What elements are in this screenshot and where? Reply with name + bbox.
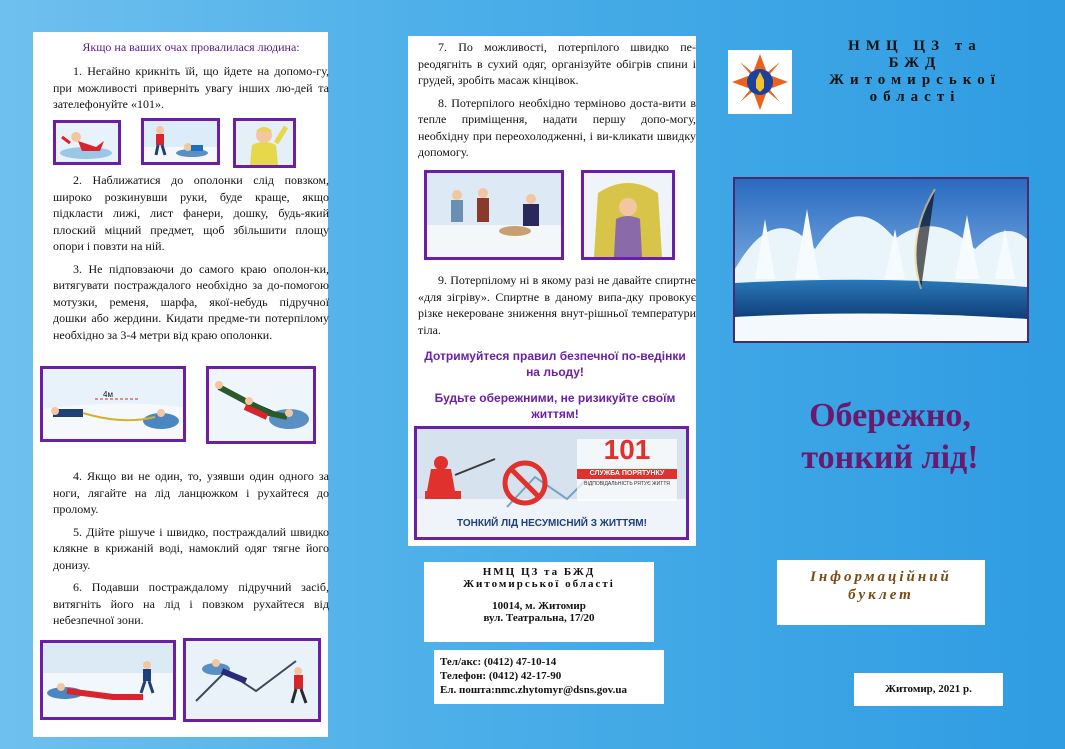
illustration-person-in-jacket — [233, 118, 296, 168]
slogan-safe-behavior: Дотримуйтеся правил безпечної по-ведінки на льоду! — [424, 349, 686, 379]
contacts-block — [434, 650, 664, 704]
cover-org-line2: БЖД — [888, 55, 942, 71]
step-6-text: 6. Подавши постраждалому підручний засіб, витягніть його на лід і повзком рухайтеся від небезпечної зони. — [53, 580, 329, 627]
poster-service: СЛУЖБА ПОРЯТУНКУ — [577, 469, 677, 479]
cover-org-line3: Житомирської — [829, 72, 1001, 88]
step-3-text: 3. Не підповзаючи до самого краю ополон-ки, витягувати постраждалого необхідно за до-помогою мотузки, ременя, шарфа, якої-небудь підручної дошки або жердини. Кидати предме-ти потерпілому необхідно за 3-4 метри від краю ополонки. — [53, 261, 329, 342]
city-year: Житомир, 2021 р. — [854, 673, 1003, 706]
distance-label: 4м — [103, 390, 113, 399]
step-9-text: 9. Потерпілому ні в якому разі не давайте спиртне «для зігріву». Спиртне в даному випа-дку провокує різке некероване зниження внут-рішньої температури тіла. — [418, 273, 696, 337]
cover-title-line2: тонкий лід! — [801, 439, 979, 476]
column-1-instructions — [33, 32, 328, 737]
booklet-label-line1: Інформаційний — [810, 569, 952, 585]
illustration-victim-warming — [581, 170, 675, 260]
illustration-chain-rescue — [206, 366, 316, 444]
cover-org-line4: області — [869, 89, 961, 105]
address-org-line2: Житомирської області — [463, 578, 615, 590]
step-4-text: 4. Якщо ви не один, то, узявши один одного за ноги, лягайте на лід ланцюжком і рухайтеся до пролому. — [53, 469, 329, 516]
address-zip-city: 10014, м. Житомир — [492, 600, 586, 612]
illustration-crawling-away — [183, 638, 321, 722]
poster-service-sub: ВІДПОВІДАЛЬНІСТЬ РЯТУЄ ЖИТТЯ — [584, 481, 670, 487]
poster-number: 101 — [603, 434, 651, 465]
column-2-instructions — [408, 36, 696, 546]
cover-org-name — [800, 38, 1030, 106]
step-8-text: 8. Потерпілого необхідно терміново доста-вити в тепле приміщення, надати першу допо-могу, необхідну при переохолодженні, і ви-кликати швидку допомогу. — [418, 95, 696, 159]
dsns-emblem — [728, 50, 792, 114]
cover-title-line1: Обережно, — [809, 397, 971, 434]
illustration-person-falling — [53, 120, 121, 165]
step-5-text: 5. Дійте рішуче і швидко, постраждалий швидко клякне в крижаній воді, намоклий одяг тягне його донизу. — [53, 524, 329, 572]
contact-tel-fax: Тел/акс: (0412) 47-10-14 — [440, 656, 557, 668]
step-1-text: 1. Негайно крикніть їй, що йдете на допомо-гу, при можливості приверніть увагу інших лю-дей та зателефонуйте «101». — [53, 64, 329, 111]
cover-title — [760, 395, 1020, 479]
step-2-text: 2. Наближатися до ополонки слід повзком, широко розкинувши руки, буде краще, якщо підкласти лижі, лист фанери, дошку, будь-який плоский міцний предмет, щоб збільшити площу опори і повзти на ній. — [53, 173, 329, 253]
booklet-label — [777, 560, 985, 625]
illustration-helping-victim — [424, 170, 564, 260]
contact-email[interactable]: Ел. пошта:nmc.zhytomyr@dsns.gov.ua — [440, 684, 627, 696]
address-org-line1: НМЦ ЦЗ та БЖД — [482, 566, 596, 578]
contact-phone: Телефон: (0412) 42-17-90 — [440, 670, 562, 682]
booklet-label-line2: буклет — [848, 587, 914, 603]
address-block — [424, 562, 654, 642]
illustration-calling-help — [141, 118, 220, 165]
address-street: вул. Театральна, 17/20 — [483, 612, 595, 624]
winter-river-photo — [733, 177, 1029, 343]
poster-caption: ТОНКИЙ ЛІД НЕСУМІСНИЙ З ЖИТТЯМ! — [457, 518, 647, 529]
illustration-pulling-victim — [40, 640, 176, 720]
cover-org-line1: НМЦ ЦЗ та — [848, 38, 982, 54]
step-7-text: 7. По можливості, потерпілого швидко пе-реодягніть в сухий одяг, організуйте обігрів спини і грудей, зробіть масаж кінцівок. — [418, 40, 696, 87]
intro-heading: Якщо на ваших очах провалилася людина: — [82, 40, 300, 54]
poster-thin-ice — [414, 426, 689, 540]
illustration-rope-rescue — [40, 366, 186, 442]
slogan-be-careful: Будьте обережними, не ризикуйте своїм життям! — [434, 391, 676, 421]
